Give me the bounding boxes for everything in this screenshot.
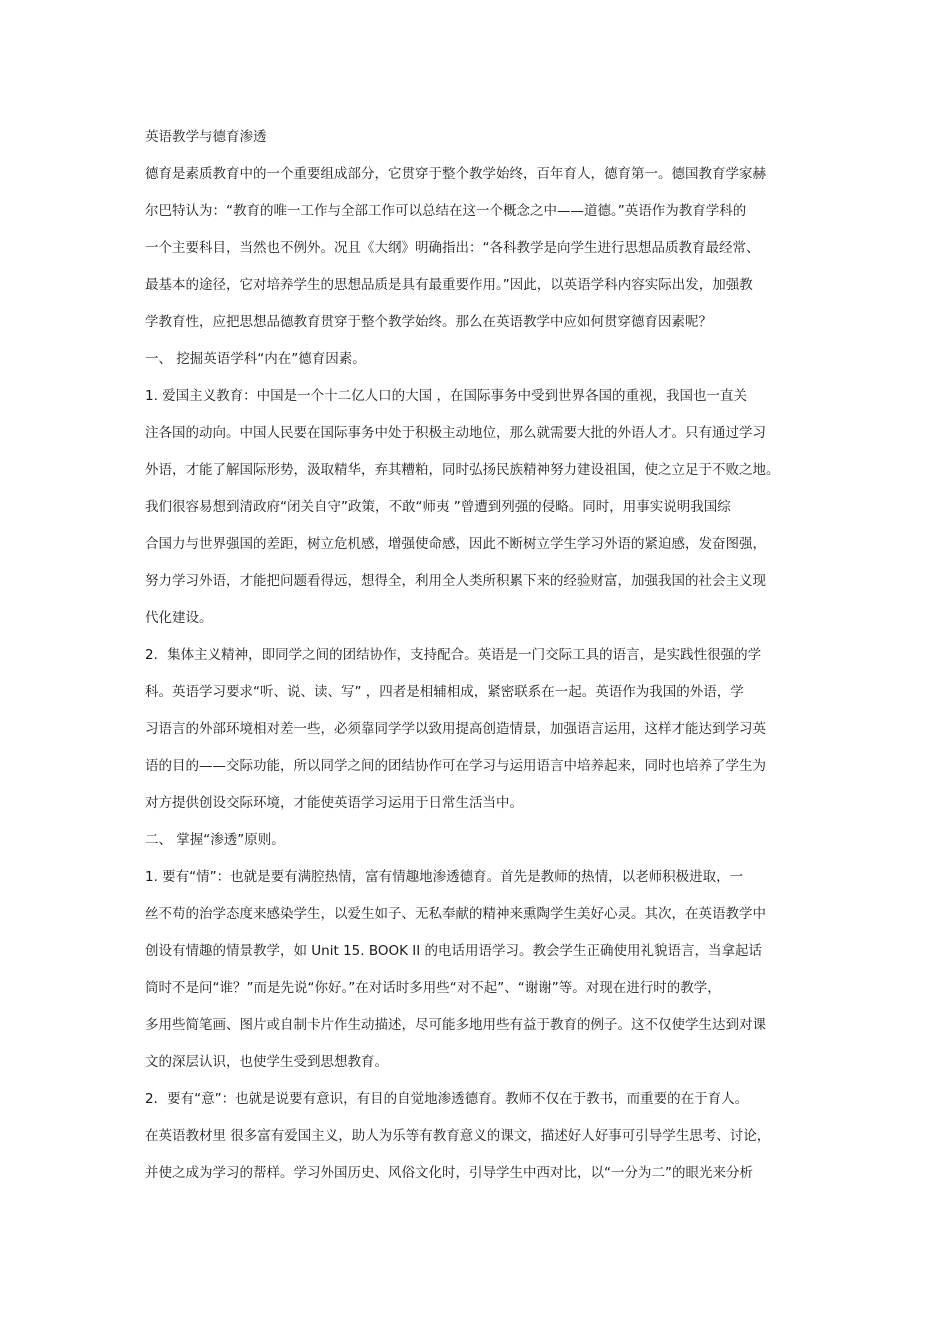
text-line: 我们很容易想到清政府“闭关自守”政策，不敢“师夷 ”曾遭到列强的侵略。同时，用事实说明我国综 [145, 499, 731, 515]
text-line: 注各国的动向。中国人民要在国际事务中处于积极主动地位，那么就需要大批的外语人才。只有通过学习 [145, 425, 766, 441]
text-line: 德育是素质教育中的一个重要组成部分，它贯穿于整个教学始终，百年育人，德育第一。德国教育学家赫 [145, 166, 766, 182]
text-line: 1. 要有“情”：也就是要有满腔热情，富有情趣地渗透德育。首先是教师的热情，以老师积极进取，一 [145, 869, 744, 885]
text-line: 努力学习外语，才能把问题看得远，想得全，利用全人类所积累下来的经验财富，加强我国的社会主义现 [145, 573, 766, 589]
text-line: 1. 爱国主义教育：中国是一个十二亿人口的大国 ，在国际事务中受到世界各国的重视，我国也一直关 [145, 388, 747, 404]
text-line: 筒时不是问“谁？”而是先说“你好。”在对话时多用些“对不起”、“谢谢”等。对现在进行时的教学， [145, 980, 721, 996]
text-line: 语的目的——交际功能，所以同学之间的团结协作可在学习与运用语言中培养起来，同时也培养了学生为 [145, 758, 766, 774]
text-line: 在英语教材里 很多富有爱国主义，助人为乐等有教育意义的课文，描述好人好事可引导学生思考、讨论， [145, 1128, 771, 1144]
document-body [145, 126, 815, 1200]
text-line: 丝不苟的治学态度来感染学生，以爱生如子、无私奉献的精神来熏陶学生美好心灵。其次，在英语教学中 [145, 906, 766, 922]
text-line: 代化建设。 [145, 610, 213, 626]
text-line: 一个主要科目，当然也不例外。况且《大纲》明确指出：“各科教学是向学生进行思想品质教育最经常、 [145, 240, 760, 256]
text-line: 文的深层认识，也使学生受到思想教育。 [145, 1054, 388, 1070]
section-heading-1: 一、 挖掘英语学科“内在”德育因素。 [145, 351, 366, 367]
text-line: 科。英语学习要求“听、说、读、写” ，四者是相辅相成，紧密联系在一起。英语作为我国的外语，学 [145, 684, 744, 700]
section-heading-2: 二、 掌握“渗透”原则。 [145, 832, 285, 848]
text-line: 2．集体主义精神，即同学之间的团结协作，支持配合。英语是一门交际工具的语言，是实践性很强的学 [145, 647, 762, 663]
text-line: 最基本的途径，它对培养学生的思想品质是具有最重要作用。”因此，以英语学科内容实际出发，加强教 [145, 277, 753, 293]
text-line: 外语，才能了解国际形势，汲取精华，弃其糟粕，同时弘扬民族精神努力建设祖国，使之立足于不败之地。 [145, 462, 780, 478]
text-line: 对方提供创设交际环境，才能使英语学习运用于日常生活当中。 [145, 795, 523, 811]
text-line: 习语言的外部环境相对差一些，必须靠同学学以致用提高创造情景，加强语言运用，这样才能达到学习英 [145, 721, 766, 737]
text-line: 创设有情趣的情景教学，如 Unit 15. BOOK II 的电话用语学习。教会学生正确使用礼貌语言，当拿起话 [145, 943, 762, 959]
document-title: 英语教学与德育渗透 [145, 129, 267, 145]
text-line: 多用些简笔画、图片或自制卡片作生动描述，尽可能多地用些有益于教育的例子。这不仅使学生达到对课 [145, 1017, 766, 1033]
text-line: 2．要有“意”：也就是说要有意识，有目的自觉地渗透德育。教师不仅在于教书，而重要的在于育人。 [145, 1091, 749, 1107]
text-line: 并使之成为学习的帮样。学习外国历史、风俗文化时，引导学生中西对比，以“一分为二”的眼光来分析 [145, 1165, 753, 1181]
text-line: 学教育性，应把思想品德教育贯穿于整个教学始终。那么在英语教学中应如何贯穿德育因素呢？ [145, 314, 712, 330]
text-line: 尔巴特认为：“教育的唯一工作与全部工作可以总结在这一个概念之中——道德。”英语作为教育学科的 [145, 203, 747, 219]
text-line: 合国力与世界强国的差距，树立危机感，增强使命感，因此不断树立学生学习外语的紧迫感，发奋图强， [145, 536, 766, 552]
